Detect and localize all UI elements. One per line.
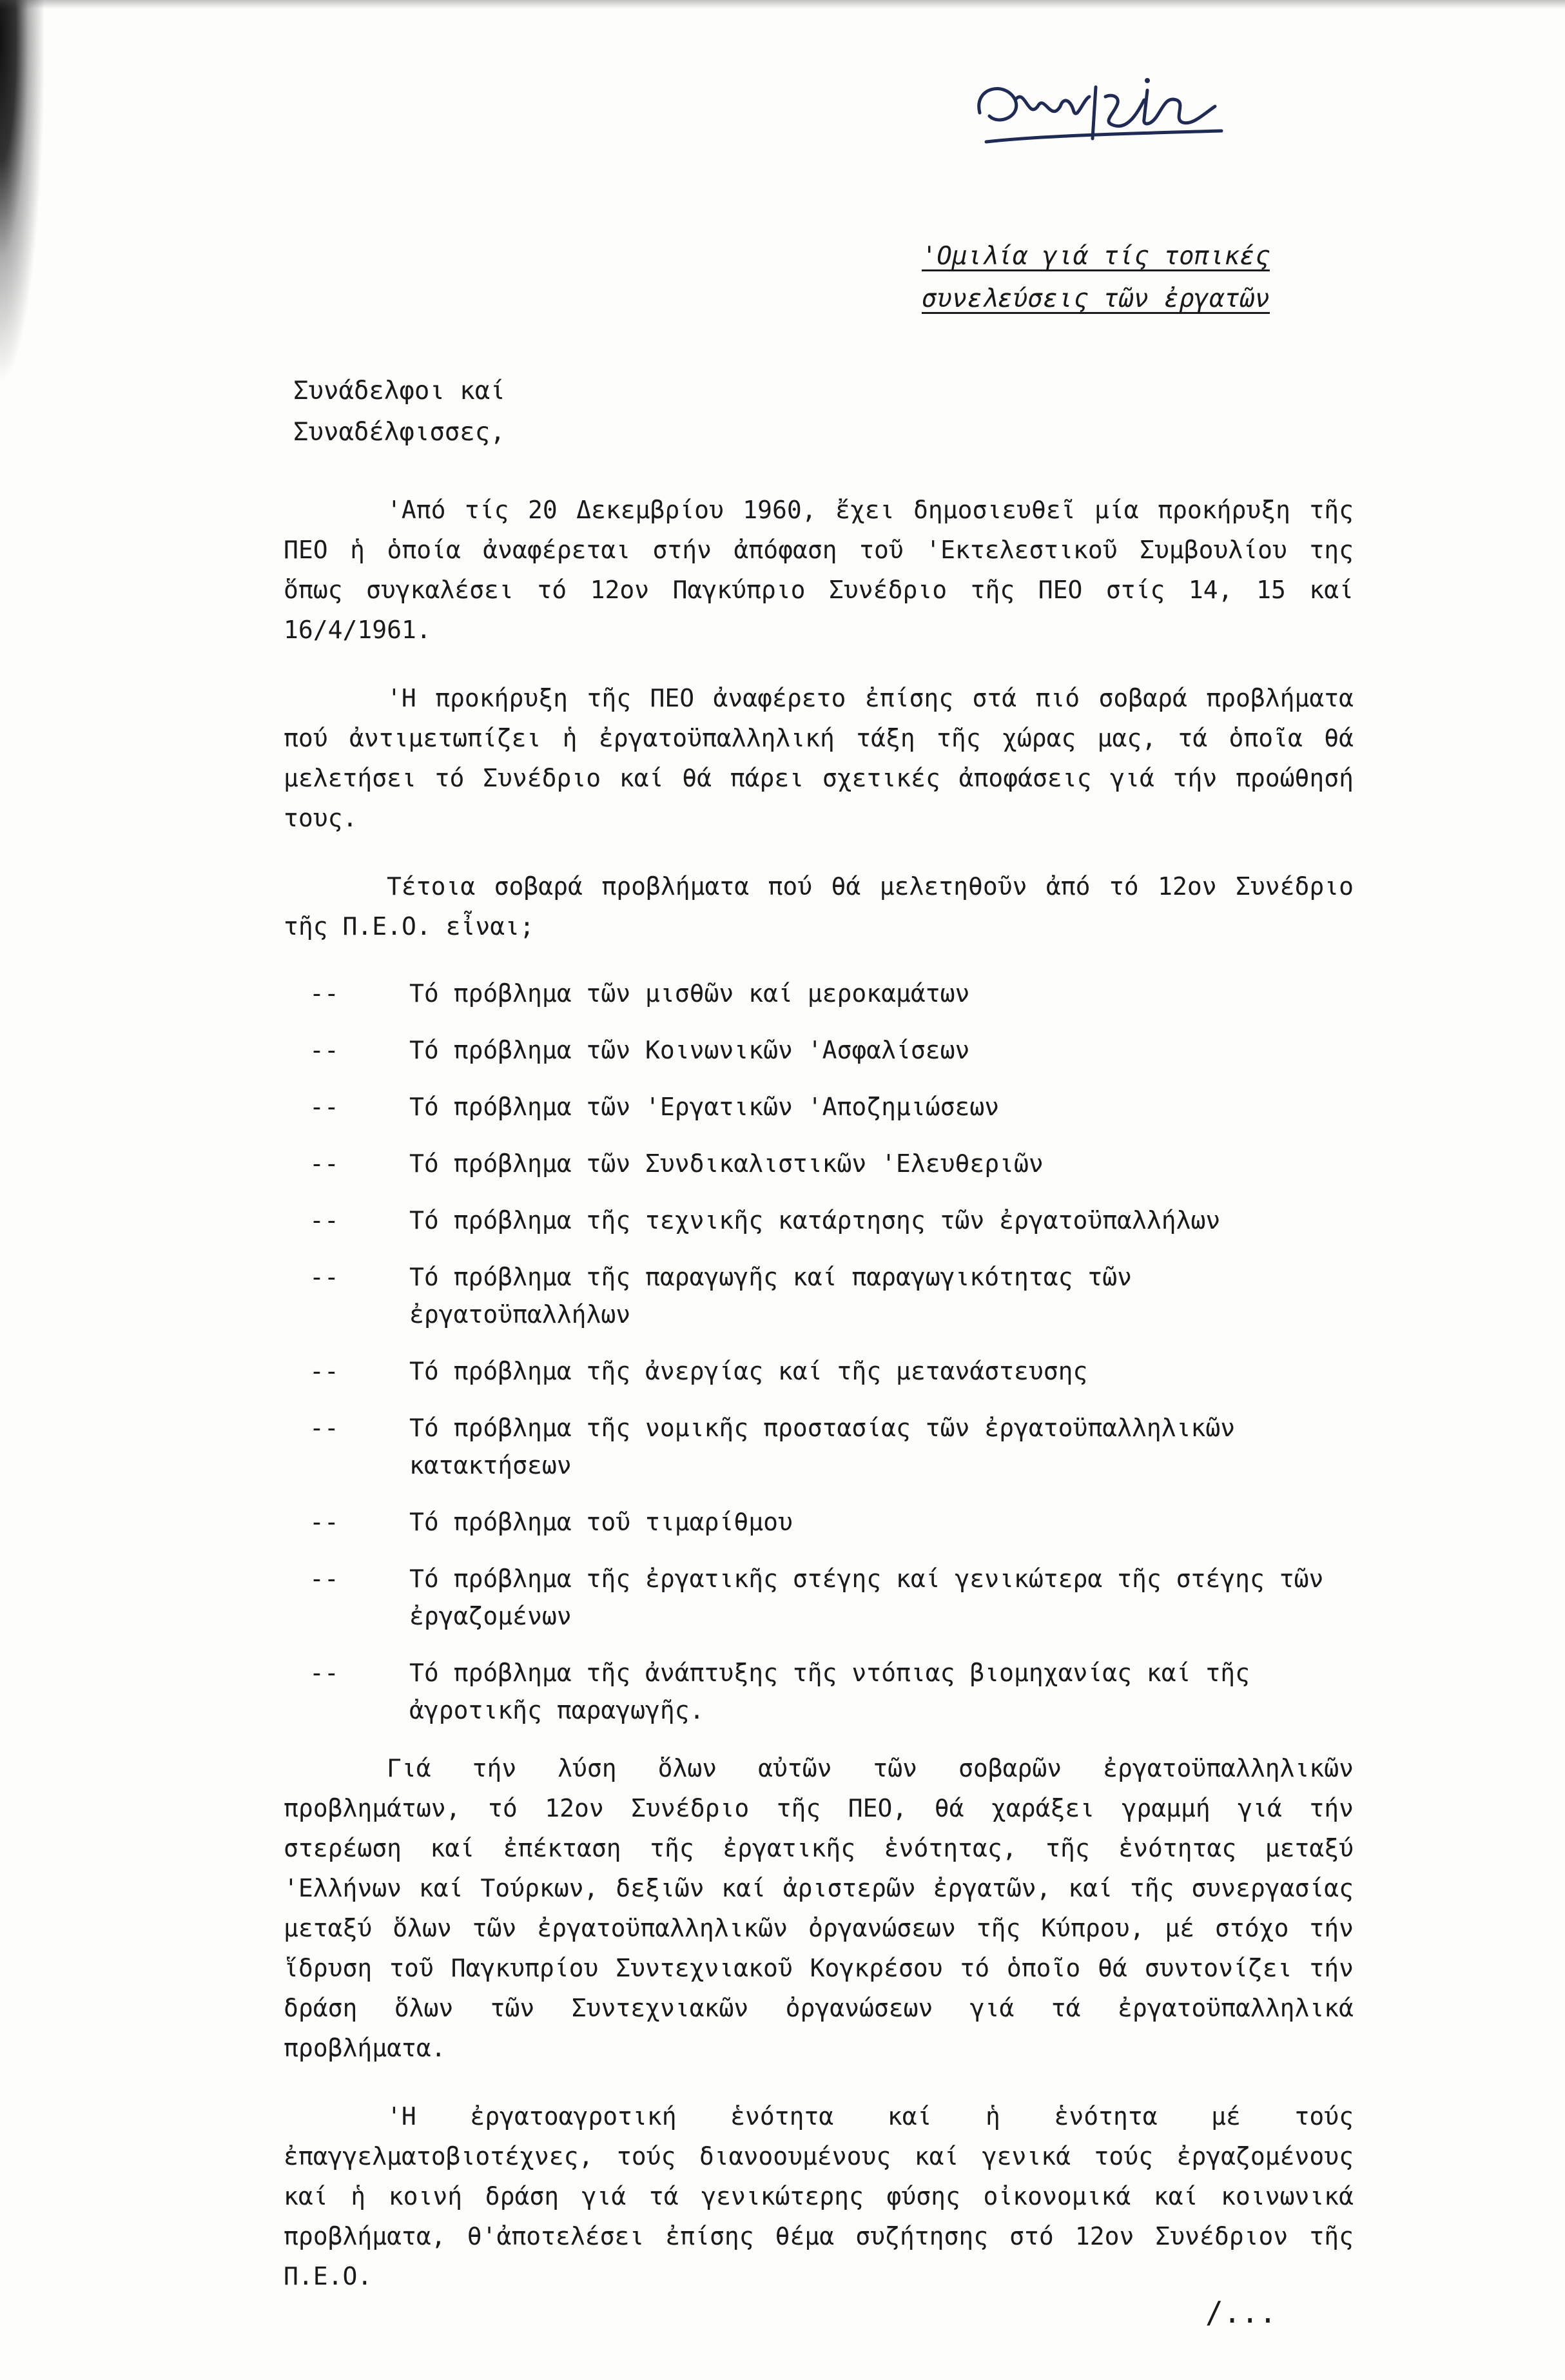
list-dash: -- — [309, 1036, 339, 1064]
problems-list — [309, 975, 1354, 1729]
list-item-text: Τό πρόβλημα τοῦ τιμαρίθμου — [409, 1508, 793, 1536]
salutation-line-2: Συναδέλφισσες, — [293, 418, 505, 447]
list-item — [309, 1503, 1354, 1541]
heading-line-2: συνελεύσεις τῶν ἐργατῶν — [921, 284, 1270, 313]
list-item — [309, 1560, 1354, 1635]
list-item — [309, 1145, 1354, 1182]
paragraph-5: 'Η ἐργατοαγροτική ἑνότητα καί ἡ ἑνότητα μέ τούς ἐπαγγελματοβιοτέχνες, τούς διανοουμένους καί γενικά τούς ἐργαζομένους καί ἡ κοινή δράση γιά τά γενικώτερης φύσης οἰκονομικά καί κοινωνικά προβλήματα, θ'ἀποτελέσει ἐπίσης θέμα συζήτησης στό 12ον Συνέδριον τῆς Π.Ε.Ο. — [284, 2102, 1354, 2290]
list-dash: -- — [309, 1414, 339, 1442]
list-item — [309, 975, 1354, 1012]
list-item — [309, 1409, 1354, 1484]
heading-line-1: 'Ομιλία γιά τίς τοπικές — [921, 242, 1270, 271]
list-item-text: Τό πρόβλημα τῆς νομικῆς προστασίας τῶν ἐργατοϋπαλληλικῶν κατακτήσεων — [409, 1414, 1236, 1479]
list-item-text: Τό πρόβλημα τῆς ἐργατικῆς στέγης καί γενικώτερα τῆς στέγης τῶν ἐργαζομένων — [409, 1565, 1324, 1630]
list-dash: -- — [309, 979, 339, 1008]
handwritten-signature — [967, 61, 1238, 158]
paragraph-2: 'Η προκήρυξη τῆς ΠΕΟ ἀναφέρετο ἐπίσης στά πιό σοβαρά προβλήματα πού ἀντιμετωπίζει ἡ ἐργατοϋπαλληλική τάξη τῆς χώρας μας, τά ὁποῖα θά μελετήσει τό Συνέδριο καί θά πάρει σχετικές ἀποφάσεις γιά τήν προώθησή τους. — [284, 684, 1354, 832]
list-dash: -- — [309, 1206, 339, 1234]
salutation — [293, 371, 809, 453]
list-item-text: Τό πρόβλημα τῶν 'Εργατικῶν 'Αποζημιώσεων — [409, 1093, 1000, 1121]
list-dash: -- — [309, 1508, 339, 1536]
scan-top-shadow — [0, 0, 1565, 9]
list-item-text: Τό πρόβλημα τῆς τεχνικῆς κατάρτησης τῶν ἐργατοϋπαλλήλων — [409, 1206, 1221, 1234]
list-item — [309, 1352, 1354, 1390]
list-item — [309, 1088, 1354, 1126]
document-heading — [857, 235, 1270, 320]
list-dash: -- — [309, 1093, 339, 1121]
list-item — [309, 1654, 1354, 1729]
list-dash: -- — [309, 1659, 339, 1687]
salutation-line-1: Συνάδελφοι καί — [293, 376, 505, 405]
page-continuation-mark: /... — [1205, 2295, 1277, 2330]
list-dash: -- — [309, 1263, 339, 1291]
list-item-text: Τό πρόβλημα τῶν μισθῶν καί μεροκαμάτων — [409, 979, 970, 1008]
list-dash: -- — [309, 1357, 339, 1385]
list-item-text: Τό πρόβλημα τῆς παραγωγῆς καί παραγωγικότητας τῶν ἐργατοϋπαλλήλων — [409, 1263, 1132, 1329]
paragraph-1: 'Από τίς 20 Δεκεμβρίου 1960, ἔχει δημοσιευθεῖ μία προκήρυξη τῆς ΠΕΟ ἡ ὁποία ἀναφέρεται στήν ἀπόφαση τοῦ 'Εκτελεστικοῦ Συμβουλίου της ὅπως συγκαλέσει τό 12ον Παγκύπριο Συνέδριο τῆς ΠΕΟ στίς 14, 15 καί 16/4/1961. — [284, 496, 1354, 644]
document-body — [284, 490, 1354, 2325]
list-item — [309, 1031, 1354, 1069]
list-dash: -- — [309, 1565, 339, 1593]
list-item-text: Τό πρόβλημα τῶν Κοινωνικῶν 'Ασφαλίσεων — [409, 1036, 970, 1064]
list-item — [309, 1202, 1354, 1239]
paragraph-3: Τέτοια σοβαρά προβλήματα πού θά μελετηθοῦν ἀπό τό 12ον Συνέδριο τῆς Π.Ε.Ο. εἶναι; — [284, 872, 1354, 941]
list-item — [309, 1258, 1354, 1333]
list-dash: -- — [309, 1149, 339, 1178]
list-item-text: Τό πρόβλημα τῆς ἀνεργίας καί τῆς μετανάστευσης — [409, 1357, 1088, 1385]
scan-edge-shadow — [0, 0, 45, 387]
list-item-text: Τό πρόβλημα τῶν Συνδικαλιστικῶν 'Ελευθεριῶν — [409, 1149, 1044, 1178]
paragraph-4: Γιά τήν λύση ὅλων αὐτῶν τῶν σοβαρῶν ἐργατοϋπαλληλικῶν προβλημάτων, τό 12ον Συνέδριο τῆς ΠΕΟ, θά χαράξει γραμμή γιά τήν στερέωση καί ἐπέκταση τῆς ἐργατικῆς ἑνότητας, τῆς ἑνότητας μεταξύ 'Ελλήνων καί Τούρκων, δεξιῶν καί ἀριστερῶν ἐργατῶν, καί τῆς συνεργασίας μεταξύ ὅλων τῶν ἐργατοϋπαλληλικῶν ὀργανώσεων τῆς Κύπρου, μέ στόχο τήν ἵδρυση τοῦ Παγκυπρίου Συντεχνιακοῦ Κογκρέσου τό ὁποῖο θά συντονίζει τήν δράση ὅλων τῶν Συντεχνιακῶν ὀργανώσεων γιά τά ἐργατοϋπαλληλικά προβλήματα. — [284, 1754, 1354, 2062]
list-item-text: Τό πρόβλημα τῆς ἀνάπτυξης τῆς ντόπιας βιομηχανίας καί τῆς ἀγροτικῆς παραγωγῆς. — [409, 1659, 1250, 1724]
